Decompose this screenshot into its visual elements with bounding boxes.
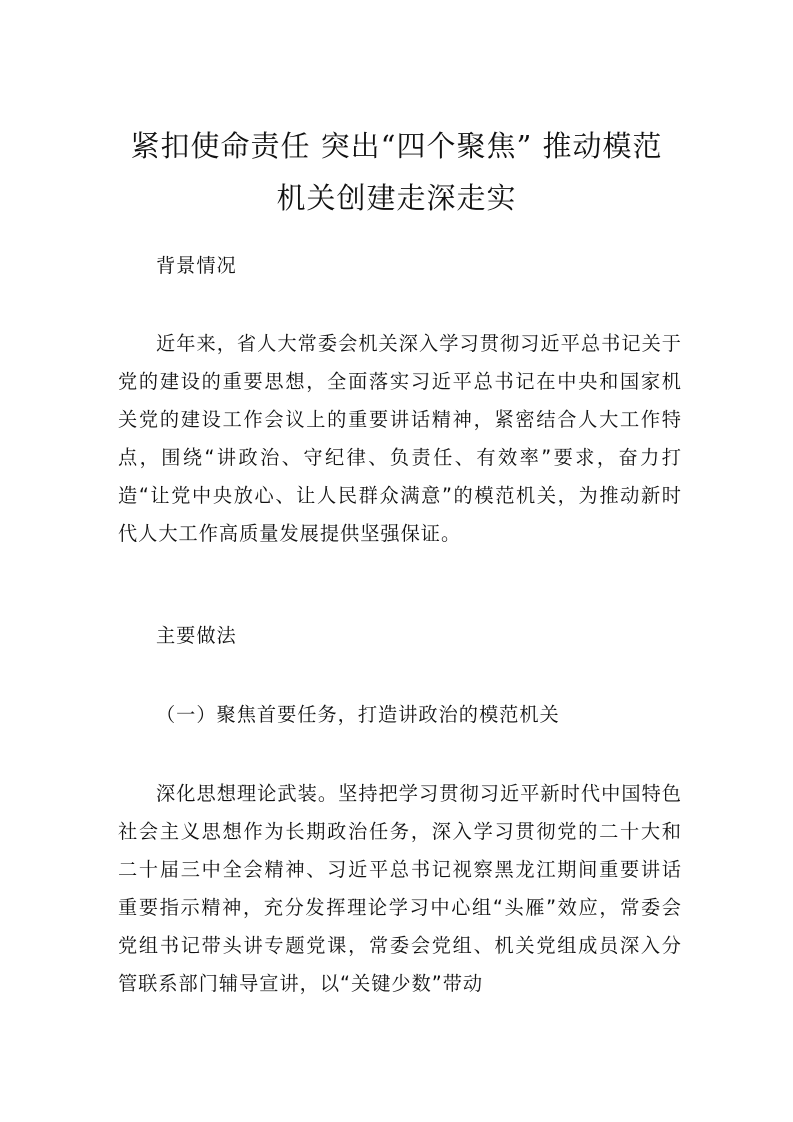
subsection-heading-1: （一）聚焦首要任务，打造讲政治的模范机关 xyxy=(156,703,560,726)
section-heading-background: 背景情况 xyxy=(156,254,237,277)
document-title xyxy=(110,120,683,224)
paragraph-subsection-1: 深化思想理论武装。坚持把学习贯彻习近平新时代中国特色社会主义思想作为长期政治任务，深入学习贯彻党的二十大和二十届三中全会精神、习近平总书记视察黑龙江期间重要讲话重要指示精神，充分发挥理论学习中心组“头雁”效应，常委会党组书记带头讲专题党课，常委会党组、机关党组成员深入分管联系部门辅导宣讲，以“关键少数”带动 xyxy=(118,782,682,995)
paragraph-background: 近年来，省人大常委会机关深入学习贯彻习近平总书记关于党的建设的重要思想，全面落实习近平总书记在中央和国家机关党的建设工作会议上的重要讲话精神，紧密结合人大工作特点，围绕“讲政治、守纪律、负责任、有效率”要求，奋力打造“让党中央放心、让人民群众满意”的模范机关，为推动新时代人大工作高质量发展提供坚强保证。 xyxy=(118,332,682,545)
title-line-1: 紧扣使命责任 突出“四个聚焦” 推动模范 xyxy=(130,129,663,163)
section-heading-main-practices: 主要做法 xyxy=(156,624,237,647)
title-line-2: 机关创建走深走实 xyxy=(276,181,517,215)
